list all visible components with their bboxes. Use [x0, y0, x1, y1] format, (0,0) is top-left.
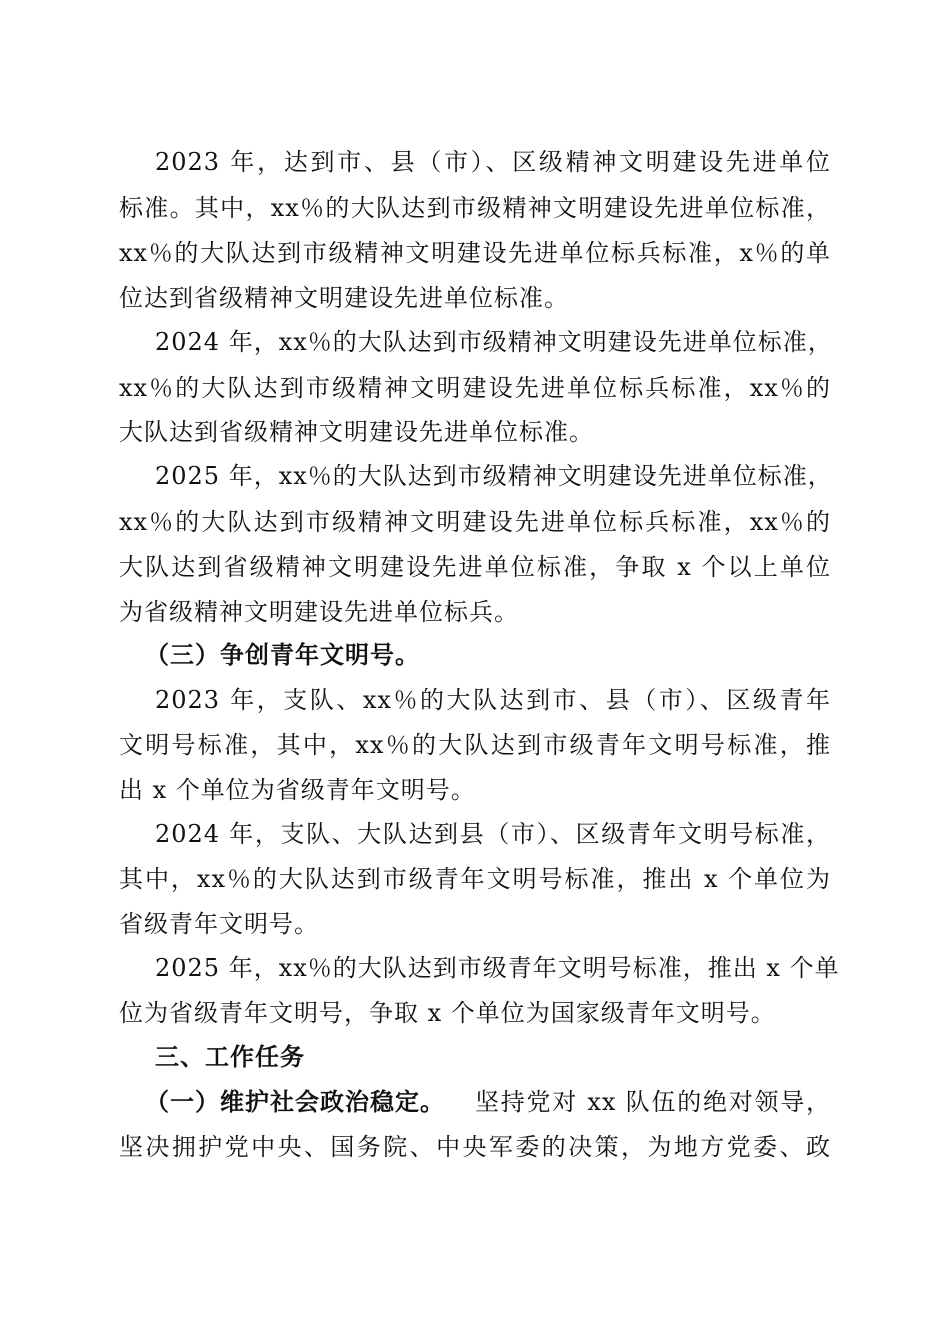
- paragraph-line: xx％的大队达到市级精神文明建设先进单位标兵标准，xx％的: [119, 508, 831, 536]
- section-subheading: （一）维护社会政治稳定。: [145, 1087, 445, 1116]
- paragraph-line: xx％的大队达到市级精神文明建设先进单位标兵标准，x％的单: [119, 239, 831, 267]
- paragraph-line: 位达到省级精神文明建设先进单位标准。: [119, 284, 569, 312]
- paragraph-line: 2024 年，xx％的大队达到市级精神文明建设先进单位标准，: [155, 328, 833, 356]
- paragraph-line: 大队达到省级精神文明建设先进单位标准，争取 x 个以上单位: [119, 553, 831, 581]
- paragraph-line: 坚持党对 xx 队伍的绝对领导，: [475, 1088, 831, 1116]
- paragraph-line: 为省级精神文明建设先进单位标兵。: [119, 598, 519, 626]
- paragraph-line: 其中，xx％的大队达到市级青年文明号标准，推出 x 个单位为: [119, 865, 831, 893]
- paragraph-line: 2024 年，支队、大队达到县（市）、区级青年文明号标准，: [155, 820, 831, 848]
- paragraph-line: xx％的大队达到市级精神文明建设先进单位标兵标准，xx％的: [119, 374, 831, 402]
- paragraph-line: 文明号标准，其中，xx％的大队达到市级青年文明号标准，推: [119, 731, 831, 759]
- paragraph-line: 2023 年，达到市、县（市）、区级精神文明建设先进单位: [155, 148, 831, 176]
- paragraph-line: 出 x 个单位为省级青年文明号。: [119, 776, 476, 804]
- paragraph-line: 大队达到省级精神文明建设先进单位标准。: [119, 418, 594, 446]
- section-heading: 三、工作任务: [155, 1043, 305, 1071]
- paragraph-line: 2023 年，支队、xx％的大队达到市、县（市）、区级青年: [155, 686, 831, 714]
- section-subheading: （三）争创青年文明号。: [145, 640, 420, 669]
- paragraph-line: 2025 年，xx％的大队达到市级精神文明建设先进单位标准，: [155, 462, 833, 490]
- paragraph-line: 2025 年，xx％的大队达到市级青年文明号标准，推出 x 个单: [155, 954, 840, 982]
- paragraph-line: 位为省级青年文明号，争取 x 个单位为国家级青年文明号。: [119, 999, 776, 1027]
- paragraph-line: 标准。其中，xx％的大队达到市级精神文明建设先进单位标准，: [119, 194, 831, 222]
- paragraph-line: 省级青年文明号。: [119, 910, 319, 938]
- paragraph-line: 坚决拥护党中央、国务院、中央军委的决策，为地方党委、政: [119, 1133, 831, 1161]
